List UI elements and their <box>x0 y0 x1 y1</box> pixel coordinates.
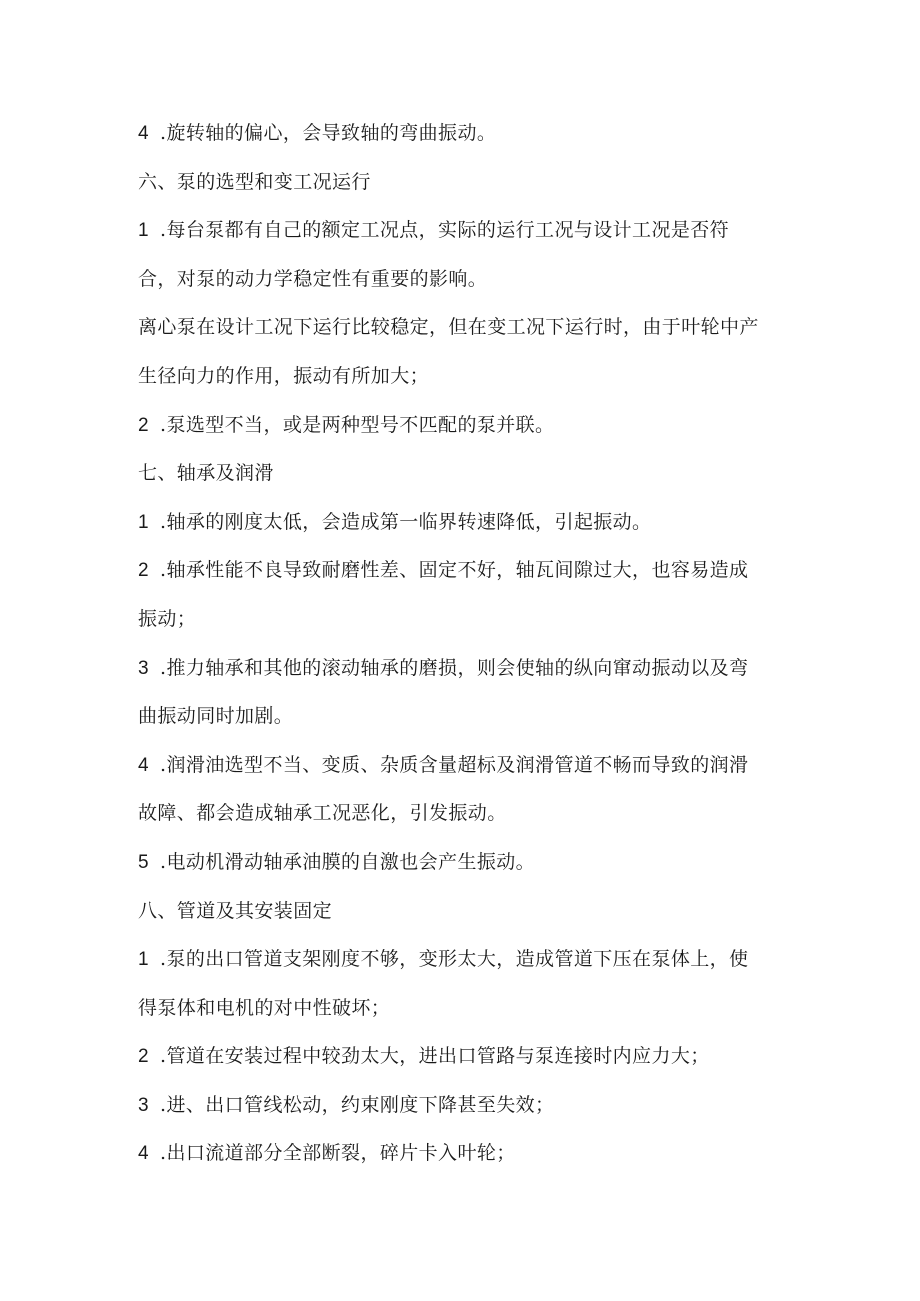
line-text: .电动机滑动轴承油膜的自激也会产生振动。 <box>160 850 536 873</box>
line-text: .泵选型不当，或是两种型号不匹配的泵并联。 <box>160 413 555 436</box>
line-text: .轴承性能不良导致耐磨性差、固定不好，轴瓦间隙过大，也容易造成 <box>160 559 749 582</box>
line-text: .每台泵都有自己的额定工况点，实际的运行工况与设计工况是否符 <box>160 219 730 242</box>
heading-text: 八、管道及其安装固定 <box>138 899 333 922</box>
paragraph-line <box>138 1086 798 1135</box>
paragraph-line <box>138 989 798 1038</box>
section-heading <box>138 892 798 941</box>
paragraph-line <box>138 357 798 406</box>
line-text: .管道在安装过程中较劲太大，进出口管路与泵连接时内应力大； <box>160 1045 710 1068</box>
paragraph-line <box>138 649 798 698</box>
item-number: 4 <box>138 123 149 144</box>
paragraph-line <box>138 114 798 163</box>
line-text: 曲振动同时加剧。 <box>138 705 294 728</box>
line-text: .旋转轴的偏心，会导致轴的弯曲振动。 <box>160 122 497 144</box>
line-text: 生径向力的作用，振动有所加大； <box>138 364 430 387</box>
paragraph-line <box>138 794 798 843</box>
line-text: .泵的出口管道支架刚度不够，变形太大，造成管道下压在泵体上，使 <box>160 948 749 971</box>
paragraph-line <box>138 697 798 746</box>
line-text: .进、出口管线松动，约束刚度下降甚至失效； <box>160 1093 555 1116</box>
item-number: 4 <box>138 1143 149 1165</box>
paragraph-line <box>138 940 798 989</box>
heading-text: 六、泵的选型和变工况运行 <box>138 170 371 193</box>
section-heading <box>138 454 798 503</box>
paragraph-line <box>138 551 798 600</box>
paragraph-line <box>138 600 798 649</box>
item-number: 3 <box>138 657 149 679</box>
paragraph-line <box>138 260 798 309</box>
item-number: 5 <box>138 851 149 873</box>
paragraph-line <box>138 211 798 260</box>
paragraph-line <box>138 308 798 357</box>
item-number: 2 <box>138 414 149 436</box>
line-text: .轴承的刚度太低，会造成第一临界转速降低，引起振动。 <box>160 510 652 533</box>
item-number: 1 <box>138 511 149 533</box>
line-text: 故障、都会造成轴承工况恶化，引发振动。 <box>138 802 507 825</box>
item-number: 4 <box>138 754 149 776</box>
line-text: .出口流道部分全部断裂，碎片卡入叶轮； <box>160 1142 516 1165</box>
paragraph-line <box>138 503 798 552</box>
paragraph-line <box>138 746 798 795</box>
line-text: .推力轴承和其他的滚动轴承的磨损，则会使轴的纵向窜动振动以及弯 <box>160 656 749 679</box>
item-number: 2 <box>138 1046 149 1068</box>
document-body <box>138 114 798 1183</box>
line-text: 振动； <box>138 607 197 630</box>
line-text: 合，对泵的动力学稳定性有重要的影响。 <box>138 267 488 290</box>
section-heading <box>138 163 798 212</box>
paragraph-line <box>138 1037 798 1086</box>
paragraph-line <box>138 406 798 455</box>
item-number: 3 <box>138 1094 149 1116</box>
line-text: 离心泵在设计工况下运行比较稳定，但在变工况下运行时，由于叶轮中产 <box>138 316 759 339</box>
line-text: 得泵体和电机的对中性破坏； <box>138 996 391 1019</box>
item-number: 2 <box>138 560 149 582</box>
line-text: .润滑油选型不当、变质、杂质含量超标及润滑管道不畅而导致的润滑 <box>160 753 749 776</box>
heading-text: 七、轴承及润滑 <box>138 462 274 485</box>
item-number: 1 <box>138 220 149 242</box>
item-number: 1 <box>138 949 149 971</box>
paragraph-line <box>138 1134 798 1183</box>
paragraph-line <box>138 843 798 892</box>
